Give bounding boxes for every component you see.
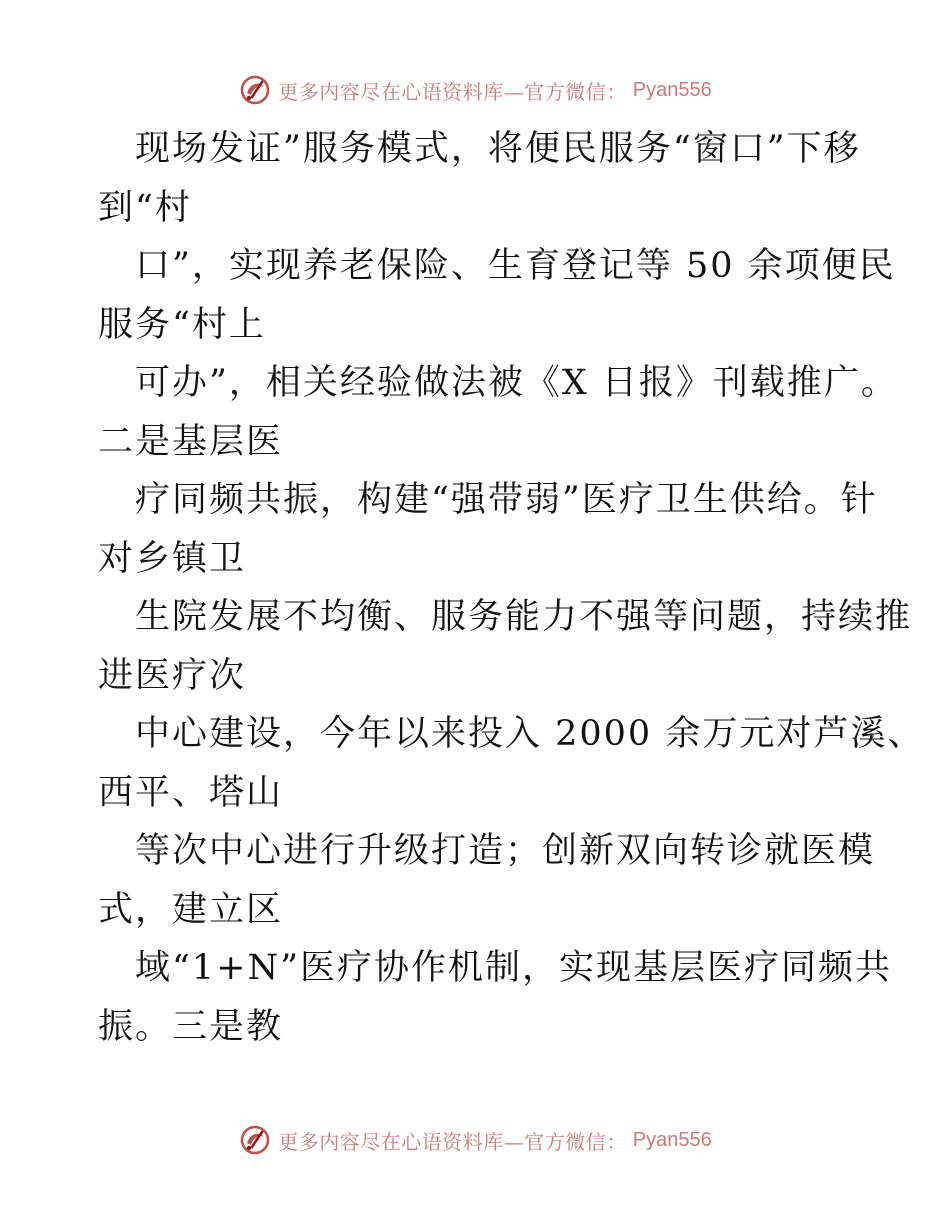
body-line: 二是基层医 xyxy=(98,421,284,462)
body-line: 对乡镇卫 xyxy=(98,538,247,579)
body-line: 振。三是教 xyxy=(98,1006,284,1047)
footer-watermark xyxy=(0,1120,950,1160)
body-line: 进医疗次 xyxy=(98,655,247,696)
watermark-wechat-id: Pyan556 xyxy=(632,78,712,101)
header-watermark xyxy=(0,70,950,110)
body-line: 口”，实现养老保险、生育登记等 50 余项便民 xyxy=(135,246,896,286)
watermark-text: 更多内容尽在心语资料库—官方微信： xyxy=(278,79,627,104)
body-line: 现场发证”服务模式，将便民服务“窗口”下移 xyxy=(135,129,861,169)
body-line: 西平、塔山 xyxy=(98,772,284,813)
body-line: 可办”，相关经验做法被《X 日报》刊载推广。 xyxy=(135,363,898,403)
document-body xyxy=(98,120,925,1056)
watermark-logo-icon xyxy=(238,1123,272,1157)
body-line: 到“村 xyxy=(98,187,192,228)
body-line: 等次中心进行升级打造；创新双向转诊就医模 xyxy=(135,831,876,871)
watermark-wechat-id: Pyan556 xyxy=(632,1128,712,1151)
body-line: 式，建立区 xyxy=(98,889,284,930)
body-line: 生院发展不均衡、服务能力不强等问题，持续推 xyxy=(135,597,913,637)
body-line: 域“1+N”医疗协作机制，实现基层医疗同频共 xyxy=(135,948,893,988)
watermark-text: 更多内容尽在心语资料库—官方微信： xyxy=(278,1129,627,1154)
watermark-logo-icon xyxy=(238,73,272,107)
body-line: 疗同频共振，构建“强带弱”医疗卫生供给。针 xyxy=(135,480,878,520)
body-line: 服务“村上 xyxy=(98,304,266,345)
body-line: 中心建设，今年以来投入 2000 余万元对芦溪、 xyxy=(135,714,925,754)
